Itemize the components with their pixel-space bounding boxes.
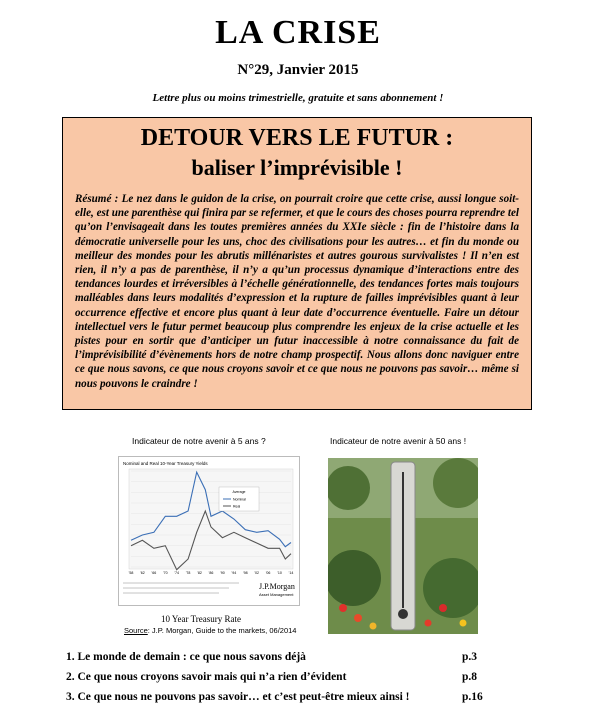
toc-item[interactable] [66, 691, 506, 703]
chart-x-tick-label: '98 [242, 571, 248, 575]
chart-x-tick-label: '86 [208, 571, 214, 575]
toc-item-page: p.16 [462, 691, 483, 703]
chart-x-tick-label: '10 [277, 571, 282, 575]
chart-figure-caption: Indicateur de notre avenir à 5 ans ? [132, 436, 266, 446]
source-text: : J.P. Morgan, Guide to the markets, 06/2014 [147, 626, 297, 635]
treasury-chart-svg [119, 457, 299, 605]
chart-x-tick-label: '70 [162, 571, 168, 575]
chart-x-tick-label: '02 [254, 571, 260, 575]
feature-subheadline: baliser l’imprévisible ! [191, 155, 403, 180]
thermometer-garden-image [328, 458, 478, 634]
toc-item-label: 3. Ce que nous ne pouvons pas savoir… et c’est peut-être mieux ainsi ! [66, 691, 410, 703]
chart-brand-sub: Asset Management [259, 592, 294, 597]
feature-box [62, 117, 532, 410]
toc-item-label: 1. Le monde de demain : ce que nous savons déjà [66, 651, 306, 663]
feature-headline: DETOUR VERS LE FUTUR : [140, 125, 454, 151]
source-label: Source [124, 626, 148, 635]
thermometer-photo [328, 458, 478, 634]
chart-x-tick-label: '74 [174, 571, 180, 575]
chart-brand: J.P.Morgan [259, 582, 295, 591]
chart-source [124, 626, 296, 635]
feature-summary: Résumé : Le nez dans le guidon de la crise, on pourrait croire que cette crise, aussi longue soit-elle, est une parenthèse qui finira par se refermer, et que le cours des choses pourra reprendre tel qu’on l’envisageait dans les toutes premières années du XXIe siècle : fin de l’histoire dans la démocratie universelle pour les uns, choc des civilisations pour les autres… et fin du monde ou meilleur des mondes pour les abrutis millénaristes et autres gourous survivalistes ! Il n’en est rien, il n’y a pas de parenthèse, il n’y a qu’un processus dynamique d’interactions entre des tendances lourdes et irréversibles à l’échelle générationnelle, des tendances fortes mais toujours malléables dans leurs modalités d’expression et la rupture de failles imprévisibles quant à leur occurrence effective et encore plus quant à leur date d’occurrence éventuelle. Faire un détour intellectuel vers le futur permet beaucoup plus comprendre les enjeux de la crise actuelle et les pistes pour en sortir que d’anticiper un futur inaccessible à notre connaissance du fait de l’imprévisibilité d’évènements hors de notre champ prospectif. Nous allons donc naviguer entre ce que nous savons, ce que nous croyons savoir et ce que nous ne pouvons pas savoir… même si nous pouvons le craindre ! [75, 193, 519, 390]
legend-nominal-label: Nominal [233, 497, 246, 502]
legend-real-label: Real [233, 504, 241, 509]
newsletter-title: LA CRISE [215, 14, 381, 51]
toc-item-page: p.8 [462, 671, 478, 683]
toc-item-page: p.3 [462, 651, 478, 663]
chart-x-tick-label: '82 [197, 571, 202, 575]
thermometer-figure-caption: Indicateur de notre avenir à 50 ans ! [330, 436, 467, 446]
chart-x-tick-label: '62 [140, 571, 145, 575]
chart-x-tick-label: '58 [128, 571, 134, 575]
issue-number: N°29, Janvier 2015 [237, 62, 359, 78]
chart-x-tick-label: '78 [185, 571, 191, 575]
chart-x-tick-label: '66 [151, 571, 157, 575]
chart-x-tick-label: '14 [288, 571, 294, 575]
tagline: Lettre plus ou moins trimestrielle, gratuite et sans abonnement ! [152, 92, 444, 104]
toc-item[interactable] [66, 651, 506, 663]
toc-item[interactable] [66, 671, 506, 683]
toc-item-label: 2. Ce que nous croyons savoir mais qui n’a rien d’évident [66, 671, 347, 683]
chart-caption: 10 Year Treasury Rate [161, 614, 241, 624]
treasury-chart [118, 456, 300, 606]
chart-x-tick-label: '94 [231, 571, 237, 575]
chart-x-tick-label: '06 [265, 571, 271, 575]
chart-title: Nominal and Real 10-Year Treasury Yields [123, 461, 208, 466]
chart-legend-header: Average [232, 490, 246, 494]
chart-plot-area [129, 469, 293, 569]
chart-x-tick-label: '90 [220, 571, 225, 575]
